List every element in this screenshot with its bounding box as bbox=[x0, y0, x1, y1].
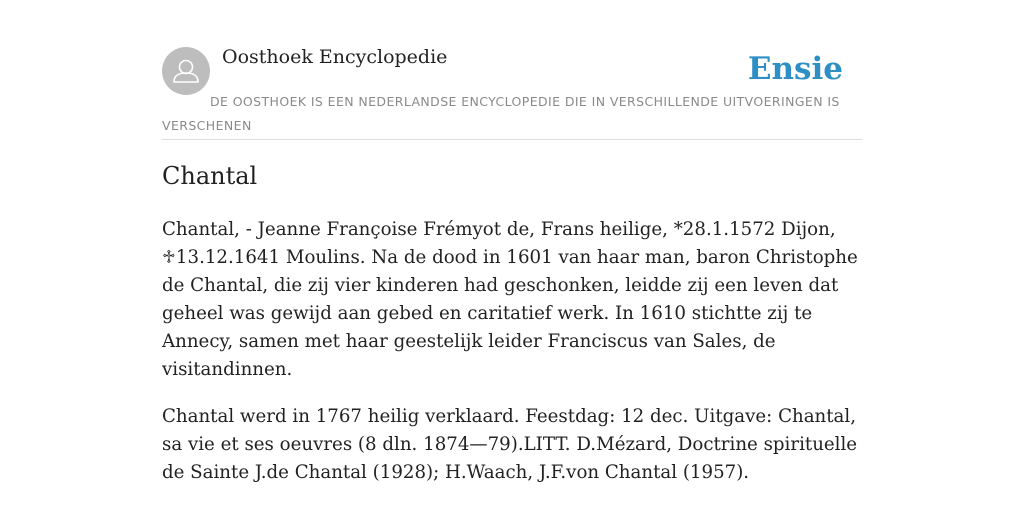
user-icon bbox=[162, 47, 210, 95]
header-divider bbox=[162, 139, 862, 140]
source-tagline: DE OOSTHOEK IS EEN NEDERLANDSE ENCYCLOPEDIE DIE IN VERSCHILLENDE UITVOERINGEN IS VERSCHENEN bbox=[162, 94, 840, 133]
article-paragraph: Chantal, - Jeanne Françoise Frémyot de, Frans heilige, *28.1.1572 Dijon, ♱13.12.1641 Moulins. Na de dood in 1601 van haar man, baron Christophe de Chantal, die zij vier kinderen had geschonken, leidde zij een leven dat geheel was gewijd aan gebed en caritatief werk. In 1610 stichtte zij te Annecy, samen met haar geestelijk leider Franciscus van Sales, de visitandinnen. bbox=[162, 219, 858, 380]
brand-logo[interactable]: Ensie bbox=[747, 51, 843, 87]
avatar[interactable] bbox=[162, 47, 210, 95]
article-title: Chantal bbox=[162, 162, 258, 190]
source-name-link[interactable]: Oosthoek Encyclopedie bbox=[222, 46, 448, 68]
article-body bbox=[162, 216, 866, 506]
article-paragraph: Chantal werd in 1767 heilig verklaard. Feestdag: 12 dec. Uitgave: Chantal, sa vie et ses oeuvres (8 dln. 1874—79).LITT. D.Mézard, Doctrine spirituelle de Sainte J.de Chantal (1928); H.Waach, J.F.von Chantal (1957). bbox=[162, 406, 858, 483]
